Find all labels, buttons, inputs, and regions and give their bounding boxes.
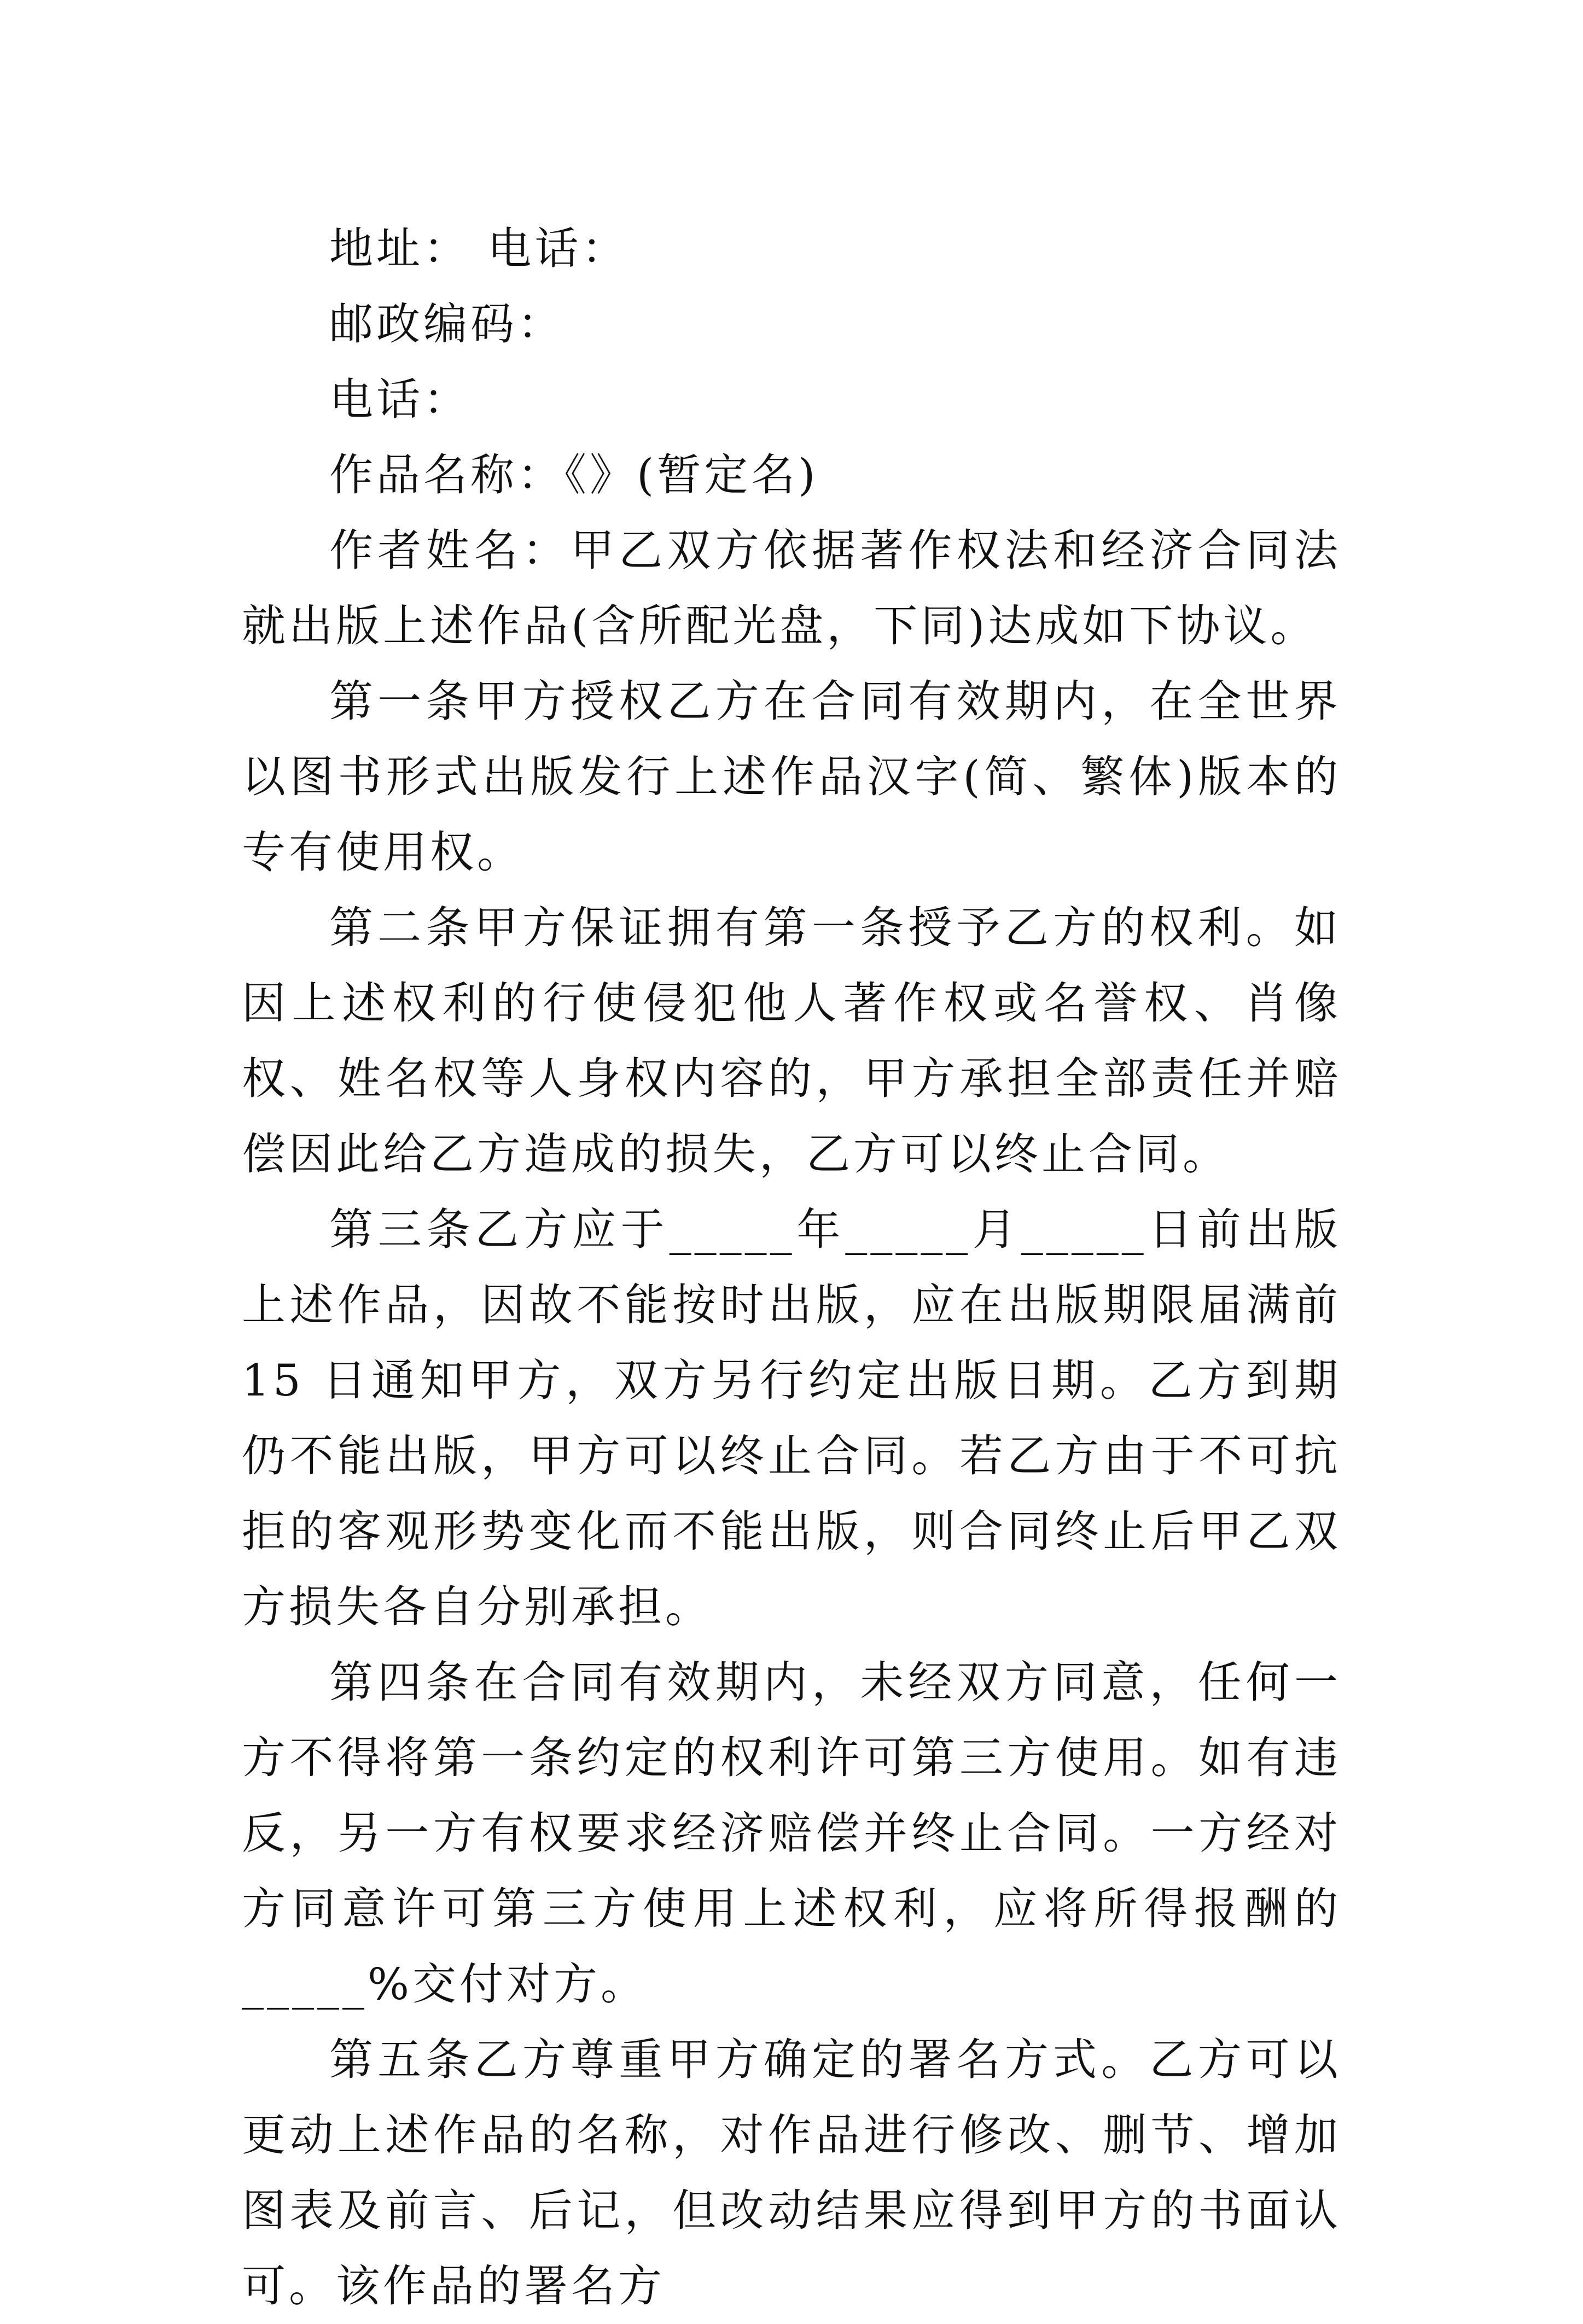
phone-line: 电话： — [329, 374, 470, 425]
article-3-paragraph: 第三条乙方应于_____年_____月_____日前出版上述作品，因故不能按时出版，应在出版期限届满前 15 日通知甲方，双方另行约定出版日期。乙方到期仍不能出版，甲方可以终止合同。若乙方由于不可抗拒的客观形势变化而不能出版，则合同终止后甲乙双方损失各自分别承担。 — [242, 1204, 1341, 1632]
article-1-paragraph: 第一条甲方授权乙方在合同有效期内，在全世界以图书形式出版发行上述作品汉字(简、繁体)版本的专有使用权。 — [242, 676, 1341, 878]
work-title-line: 作品名称：《》(暂定名) — [329, 449, 819, 500]
author-agreement-paragraph: 作者姓名：甲乙双方依据著作权法和经济合同法就出版上述作品(含所配光盘，下同)达成如下协议。 — [242, 525, 1341, 651]
postal-code-line: 邮政编码： — [329, 299, 564, 349]
article-4-paragraph: 第四条在合同有效期内，未经双方同意，任何一方不得将第一条约定的权利许可第三方使用。如有违反，另一方有权要求经济赔偿并终止合同。一方经对方同意许可第三方使用上述权利，应将所得报酬的_____%交付对方。 — [242, 1657, 1341, 2010]
article-5-paragraph: 第五条乙方尊重甲方确定的署名方式。乙方可以更动上述作品的名称，对作品进行修改、删节、增加图表及前言、后记，但改动结果应得到甲方的书面认可。该作品的署名方 — [242, 2034, 1341, 2311]
article-2-paragraph: 第二条甲方保证拥有第一条授予乙方的权利。如因上述权利的行使侵犯他人著作权或名誉权、肖像权、姓名权等人身权内容的，甲方承担全部责任并赔偿因此给乙方造成的损失，乙方可以终止合同。 — [242, 902, 1341, 1179]
address-phone-line: 地址： 电话： — [329, 223, 629, 274]
document-body — [242, 211, 1341, 2324]
